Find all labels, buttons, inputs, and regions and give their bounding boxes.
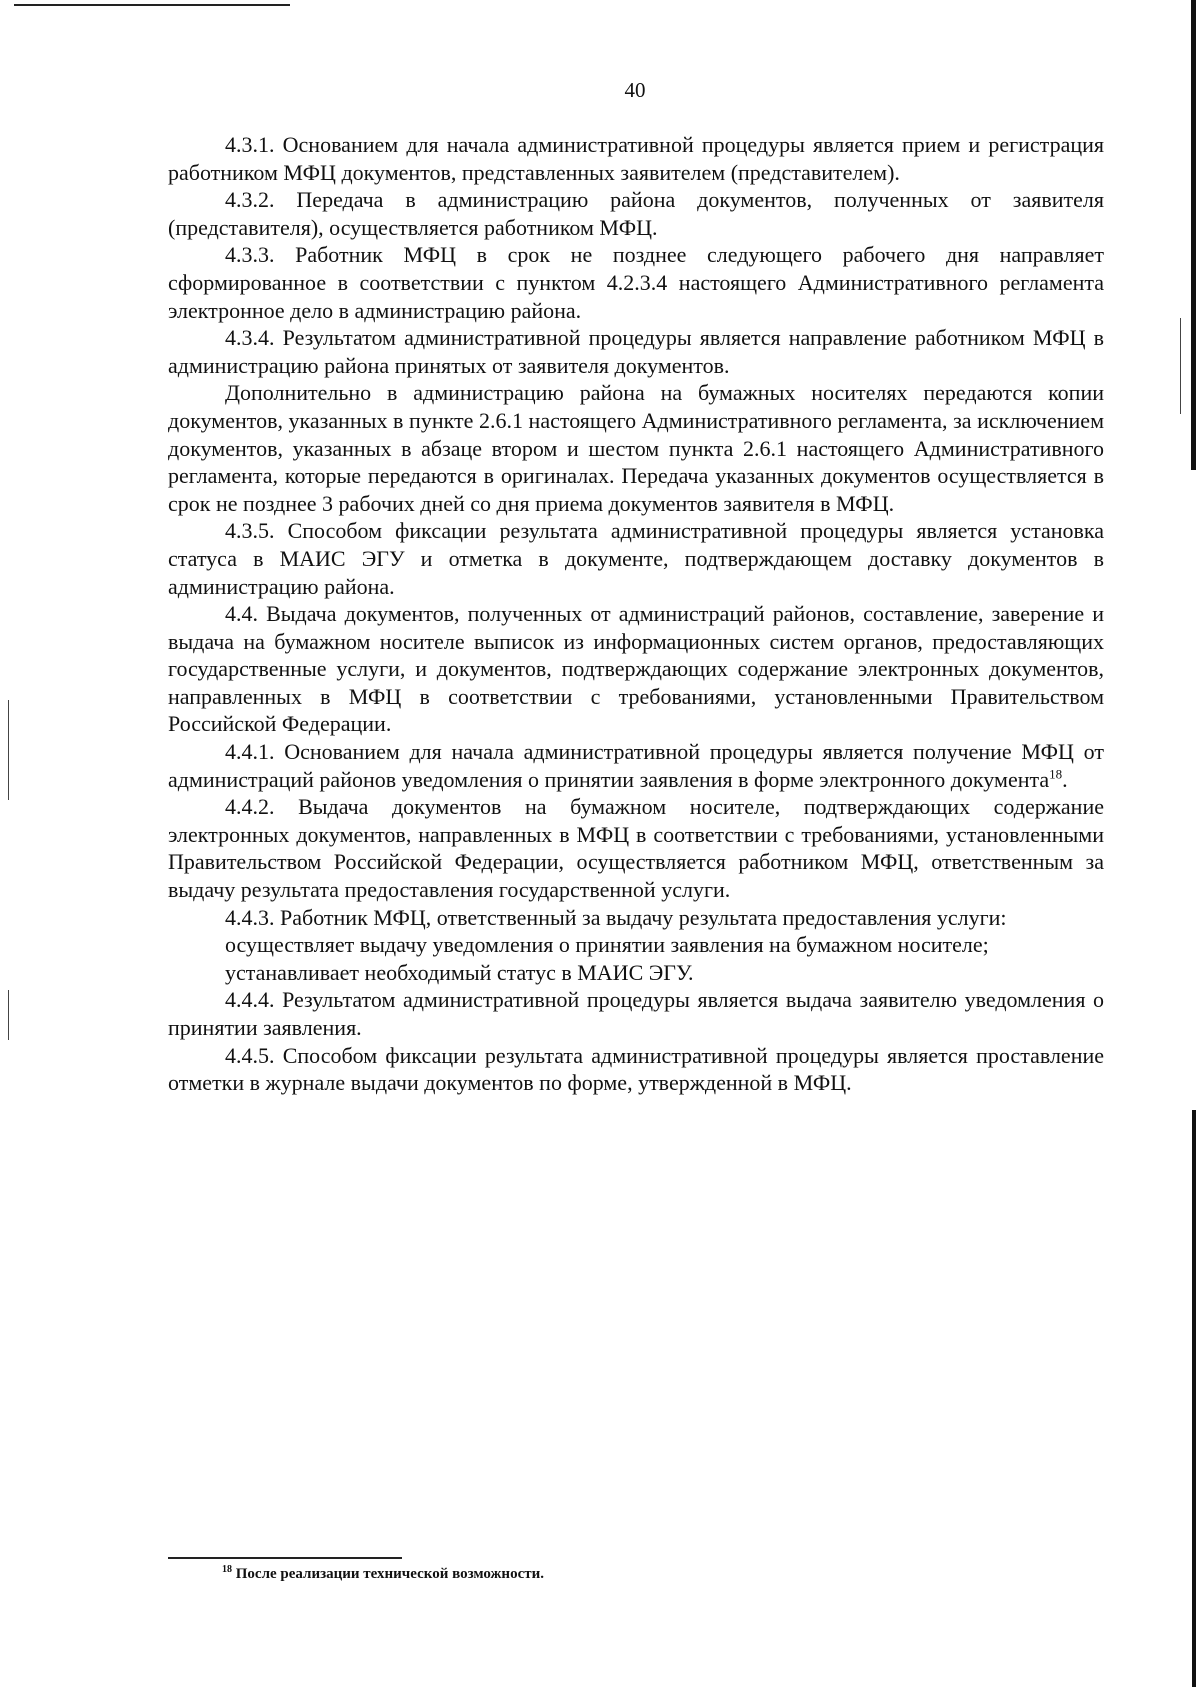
paragraph-tail: . — [1062, 766, 1068, 792]
footnote-divider — [168, 1557, 402, 1559]
top-rule — [14, 4, 290, 6]
paragraph: 4.3.4. Результатом административной процедуры является направление работником МФЦ в администрацию района принятых от заявителя документов. — [168, 325, 1104, 378]
paragraph: 4.4.5. Способом фиксации результата административной процедуры является проставление отметки в журнале выдачи документов по форме, утвержденной в МФЦ. — [168, 1042, 1104, 1096]
footnote-marker: 18 — [222, 1564, 232, 1575]
scan-mark — [8, 700, 9, 800]
footnote-text: После реализации технической возможности. — [232, 1566, 544, 1582]
paragraph-text: 4.4.1. Основанием для начала административной процедуры является получение МФЦ от администраций районов уведомления о принятии заявления в форме электронного документа — [168, 739, 1104, 792]
paragraph: 4.3.5. Способом фиксации результата административной процедуры является установка статуса в МАИС ЭГУ и отметка в документе, подтверждающем доставку документов в администрацию района. — [168, 518, 1104, 599]
paragraph: 4.4.4. Результатом административной процедуры является выдача заявителю уведомления о принятии заявления. — [168, 987, 1104, 1040]
paragraph: Дополнительно в администрацию района на бумажных носителях передаются копии документов, указанных в пункте 2.6.1 настоящего Административного регламента, за исключением документов, указанных в абзаце втором и шестом пункта 2.6.1 настоящего Административного регламента, которые передаются в оригиналах. Передача указанных документов осуществляется в срок не позднее 3 рабочих дней со дня приема документов заявителя в МФЦ. — [168, 380, 1104, 516]
paragraph: осуществляет выдачу уведомления о принятии заявления на бумажном носителе; — [225, 932, 989, 958]
scan-edge-upper — [1191, 0, 1196, 470]
footnote — [222, 1566, 544, 1583]
paragraph: 4.3.3. Работник МФЦ в срок не позднее следующего рабочего дня направляет сформированное в соответствии с пунктом 4.2.3.4 настоящего Административного регламента электронное дело в администрацию района. — [168, 242, 1104, 323]
paragraph: 4.4.2. Выдача документов на бумажном носителе, подтверждающих содержание электронных документов, направленных в МФЦ в соответствии с требованиями, установленными Правительством Российской Федерации, осуществляется работником МФЦ, ответственным за выдачу результата предоставления государственной услуги. — [168, 794, 1104, 903]
paragraph: 4.3.1. Основанием для начала административной процедуры является прием и регистрация работником МФЦ документов, представленных заявителем (представителем). — [168, 132, 1104, 185]
paragraph: устанавливает необходимый статус в МАИС ЭГУ. — [225, 959, 694, 985]
footnote-reference[interactable]: 18 — [1049, 766, 1063, 782]
paragraph — [168, 738, 1104, 793]
paragraph: 4.4. Выдача документов, полученных от администраций районов, составление, заверение и выдача на бумажном носителе выписок из информационных систем органов, предоставляющих государственные услуги, и документов, подтверждающих содержание электронных документов, направленных в МФЦ в соответствии с требованиями, установленными Правительством Российской Федерации. — [168, 601, 1104, 737]
scan-mark — [1180, 318, 1181, 414]
page-number: 40 — [624, 78, 646, 102]
paragraph: 4.4.3. Работник МФЦ, ответственный за выдачу результата предоставления услуги: — [225, 904, 1007, 930]
scan-mark — [8, 990, 9, 1040]
scan-edge-lower — [1192, 1110, 1196, 1687]
document-body — [168, 131, 1104, 1097]
paragraph: 4.3.2. Передача в администрацию района документов, полученных от заявителя (представителя), осуществляется работником МФЦ. — [168, 187, 1104, 240]
